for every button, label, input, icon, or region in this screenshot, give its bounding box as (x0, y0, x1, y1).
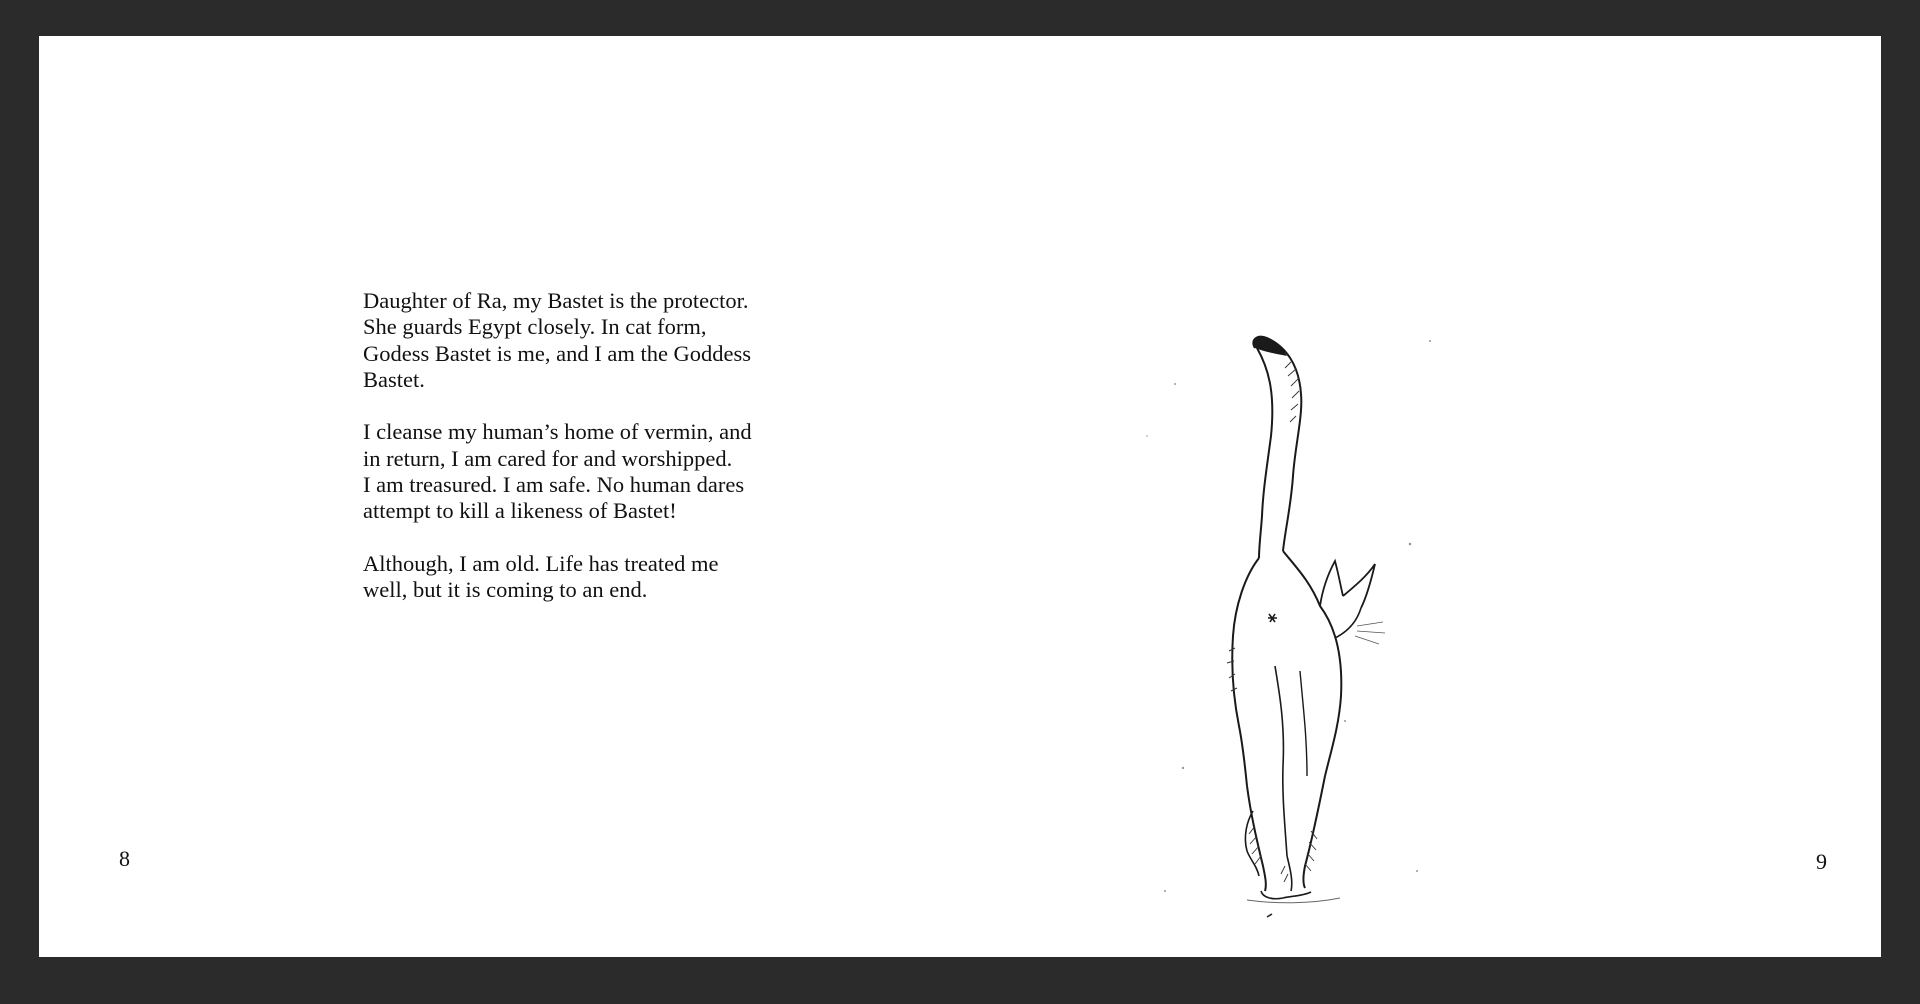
body-text (363, 288, 803, 630)
walking-cat-icon (1135, 276, 1455, 936)
paragraph-2: I cleanse my human’s home of vermin, and in return, I am cared for and worshipped. I am treasured. I am safe. No human dares attempt to kill a likeness of Bastet! (363, 419, 752, 524)
paragraph-1: Daughter of Ra, my Bastet is the protector. She guards Egypt closely. In cat form, Godess Bastet is me, and I am the Goddess Bastet. (363, 288, 752, 392)
right-page (960, 36, 1881, 957)
page-number-right: 9 (1816, 849, 1827, 874)
paragraph-3: Although, I am old. Life has treated me well, but it is coming to an end. (363, 550, 719, 603)
book-spread (39, 36, 1881, 957)
left-page (39, 36, 960, 957)
paper-specks (1146, 340, 1431, 917)
page-number-left: 8 (119, 846, 130, 871)
